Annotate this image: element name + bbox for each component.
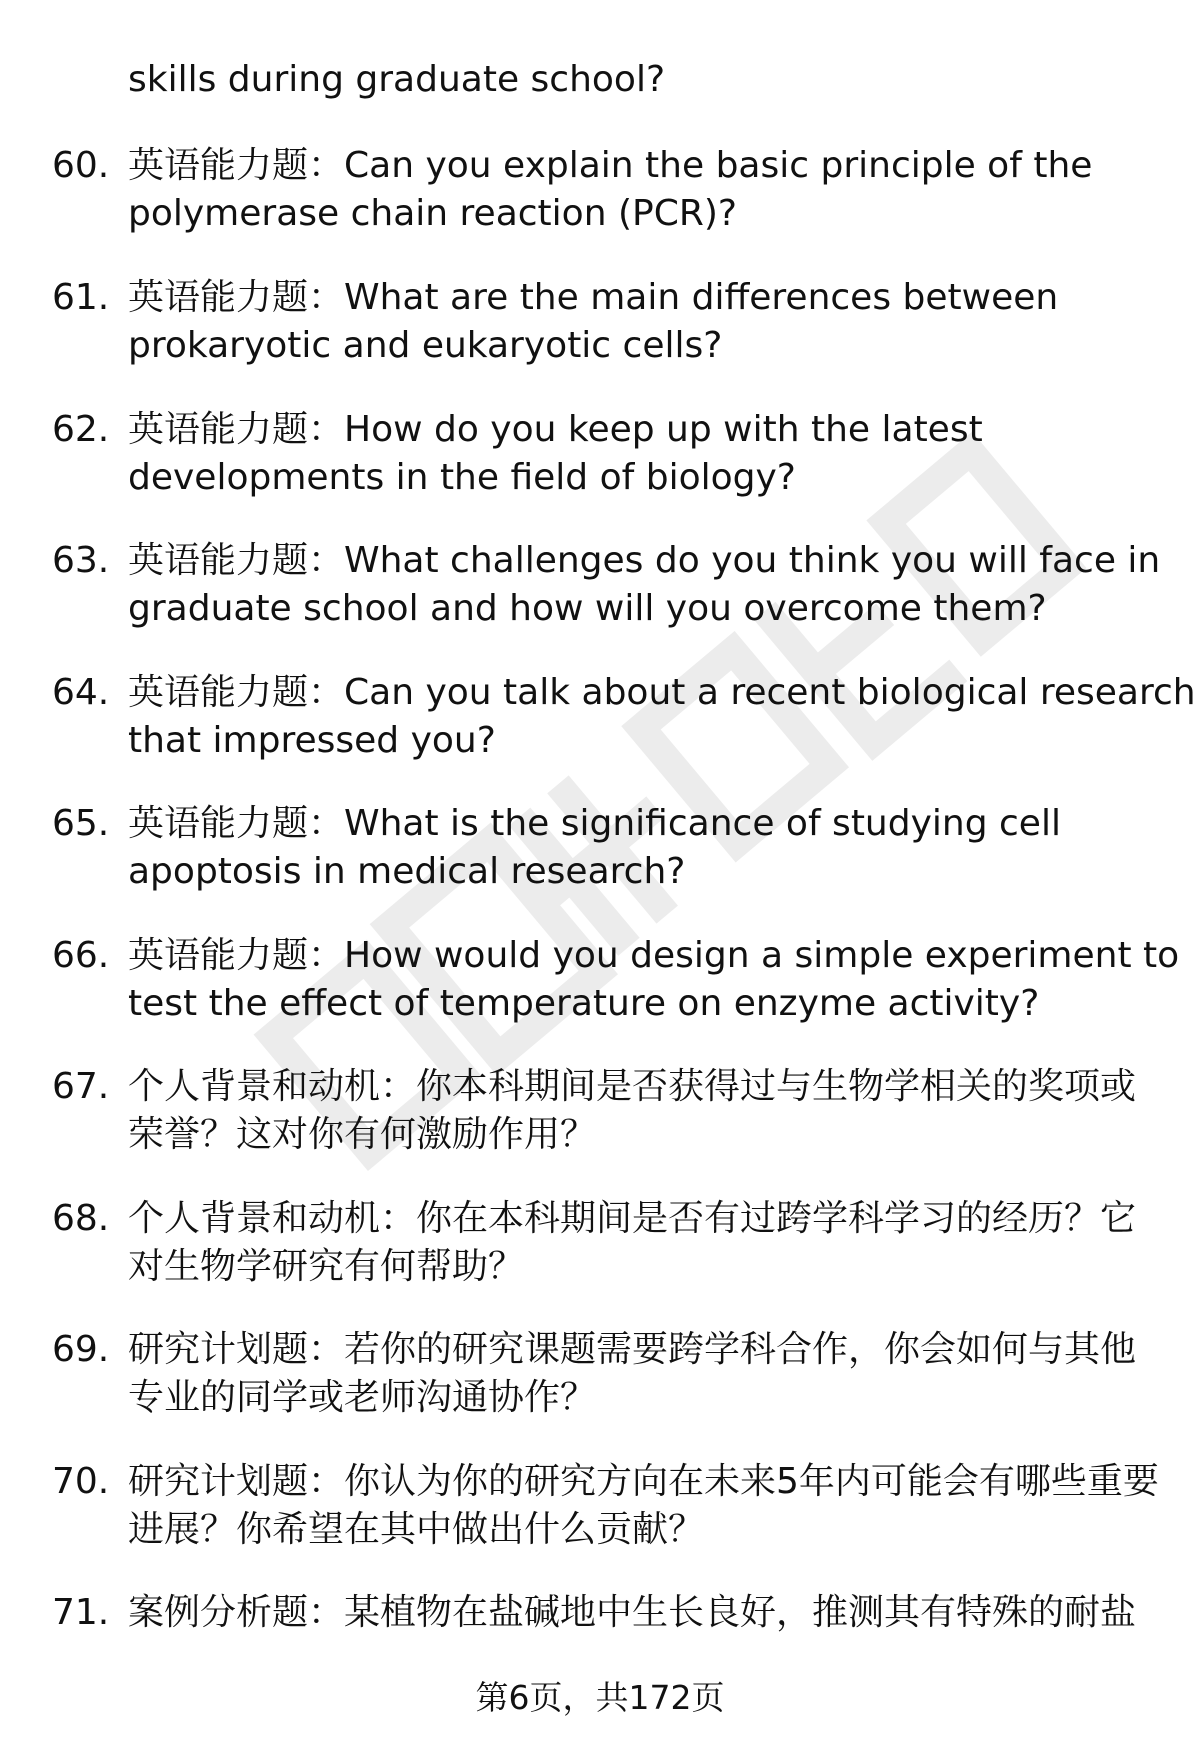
item-text <box>128 274 1168 370</box>
item-number: 60. <box>52 145 110 186</box>
item-line: that impressed you? <box>128 720 496 761</box>
continuation-line: skills during graduate school? <box>128 59 666 100</box>
item-text <box>128 406 1168 502</box>
item-number: 69. <box>52 1329 110 1370</box>
item-line: 研究计划题：若你的研究课题需要跨学科合作，你会如何与其他 <box>128 1329 1137 1370</box>
item-line: 英语能力题：What challenges do you think you will face in <box>128 540 1161 581</box>
item-number: 68. <box>52 1198 110 1239</box>
item-number: 64. <box>52 672 110 713</box>
item-text <box>128 932 1180 1028</box>
item-line: 专业的同学或老师沟通协作？ <box>128 1377 597 1418</box>
item-number: 62. <box>52 409 110 450</box>
item-number: 67. <box>52 1066 110 1107</box>
item-line: test the effect of temperature on enzyme activity? <box>128 983 1040 1024</box>
item-number: 71. <box>52 1592 110 1633</box>
item-text <box>128 1458 1168 1554</box>
item-line: 研究计划题：你认为你的研究方向在未来5年内可能会有哪些重要 <box>128 1461 1159 1502</box>
item-line: apoptosis in medical research? <box>128 851 686 892</box>
item-line: 荣誉？这对你有何激励作用？ <box>128 1114 597 1155</box>
item-line: graduate school and how will you overcome them? <box>128 588 1047 629</box>
item-line: 个人背景和动机：你在本科期间是否有过跨学科学习的经历？它 <box>128 1198 1137 1239</box>
item-line: 进展？你希望在其中做出什么贡献？ <box>128 1509 705 1550</box>
item-line: 英语能力题：How would you design a simple experiment to <box>128 935 1180 976</box>
item-text <box>128 142 1168 238</box>
item-number: 65. <box>52 803 110 844</box>
page-footer: 第6页，共172页 <box>475 1678 725 1717</box>
item-text <box>128 1195 1168 1291</box>
item-line: polymerase chain reaction (PCR)? <box>128 193 738 234</box>
item-line: 对生物学研究有何帮助？ <box>128 1246 525 1287</box>
item-line: 案例分析题：某植物在盐碱地中生长良好，推测其有特殊的耐盐 <box>128 1592 1137 1633</box>
item-number: 70. <box>52 1461 110 1502</box>
item-line: developments in the field of biology? <box>128 457 796 498</box>
item-number: 66. <box>52 935 110 976</box>
item-text <box>128 669 1196 765</box>
item-number: 63. <box>52 540 110 581</box>
item-text <box>128 537 1168 633</box>
item-line: 英语能力题：How do you keep up with the latest <box>128 409 983 450</box>
item-text <box>128 800 1168 896</box>
item-line: prokaryotic and eukaryotic cells? <box>128 325 723 366</box>
item-line: 英语能力题：Can you explain the basic principle of the <box>128 145 1093 186</box>
item-line: 英语能力题：What are the main differences between <box>128 277 1059 318</box>
item-text <box>128 1326 1168 1422</box>
item-text <box>128 1063 1168 1159</box>
item-text <box>128 1589 1168 1637</box>
item-line: 个人背景和动机：你本科期间是否获得过与生物学相关的奖项或 <box>128 1066 1137 1107</box>
item-number: 61. <box>52 277 110 318</box>
item-line: 英语能力题：Can you talk about a recent biological research <box>128 672 1196 713</box>
item-line: 英语能力题：What is the significance of studying cell <box>128 803 1061 844</box>
